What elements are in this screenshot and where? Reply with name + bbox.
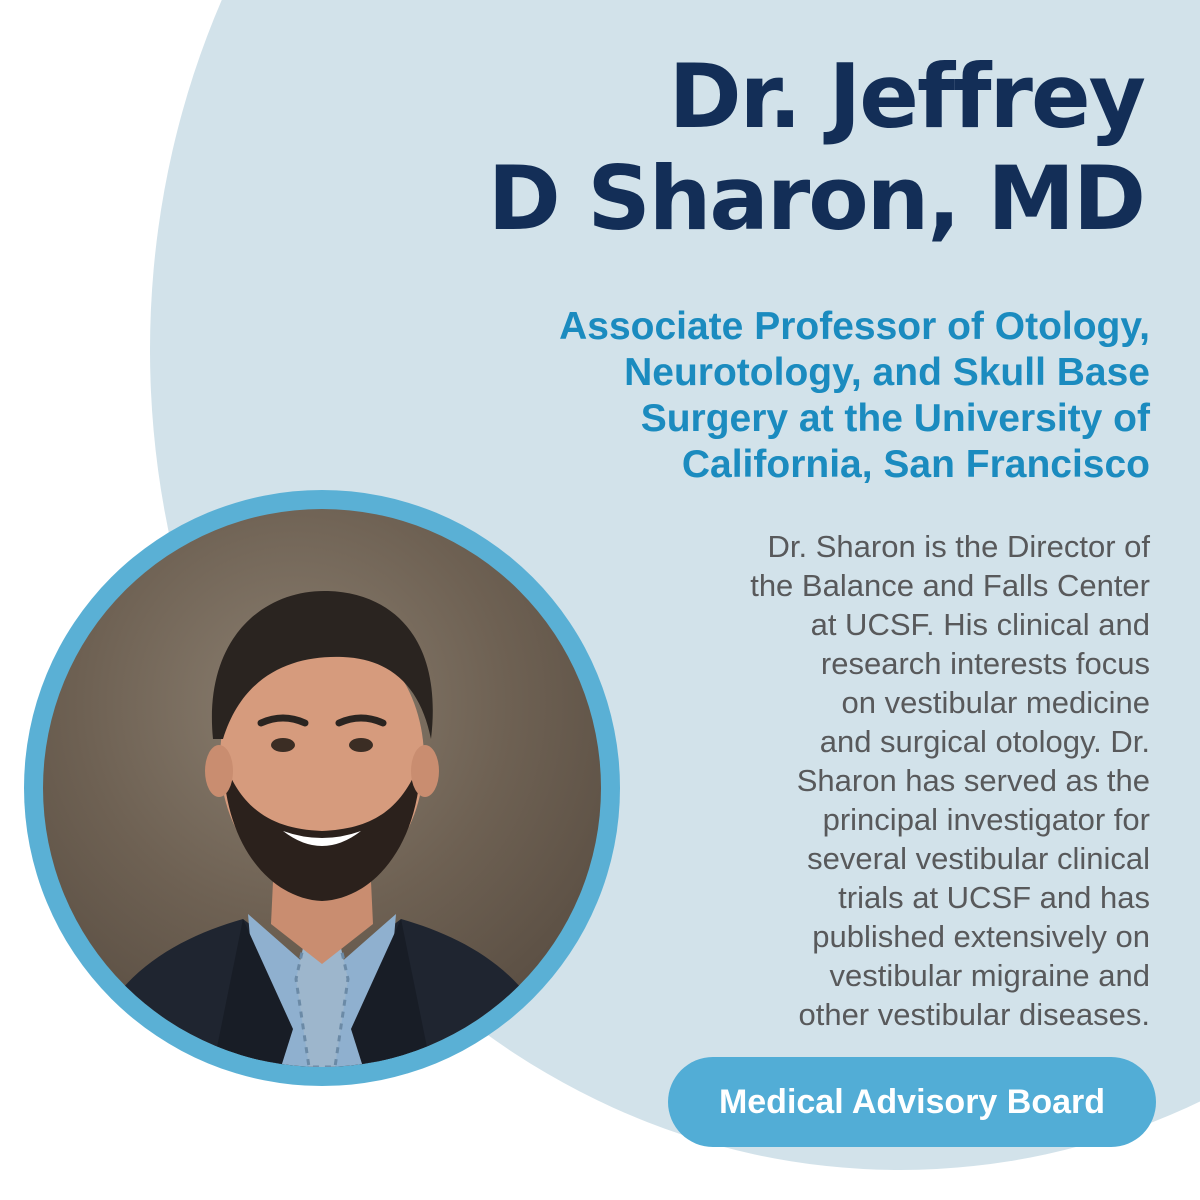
doctor-name (488, 46, 1144, 250)
bio-line: several vestibular clinical (807, 841, 1150, 876)
title-line: Surgery at the University of (640, 397, 1150, 440)
bio-line: the Balance and Falls Center (750, 568, 1150, 603)
bio-line: on vestibular medicine (841, 685, 1150, 720)
bio-line: at UCSF. His clinical and (810, 607, 1150, 642)
bio-line: other vestibular diseases. (798, 997, 1150, 1032)
bio-line: published extensively on (812, 919, 1150, 954)
name-line-1: Dr. Jeffrey (668, 45, 1144, 148)
portrait-illustration (43, 509, 601, 1067)
bio-line: Dr. Sharon is the Director of (767, 529, 1150, 564)
right-ear (411, 745, 439, 797)
bio-line: Sharon has served as the (796, 763, 1150, 798)
title-line: Neurotology, and Skull Base (624, 351, 1150, 394)
name-line-2: D Sharon, MD (487, 147, 1144, 250)
bio-line: principal investigator for (822, 802, 1150, 837)
bio-paragraph (590, 527, 1150, 1034)
title-line: California, San Francisco (681, 443, 1150, 486)
bio-line: trials at UCSF and has (838, 880, 1150, 915)
title-line: Associate Professor of Otology, (559, 305, 1150, 348)
doctor-title (390, 304, 1150, 488)
photo-ring (24, 490, 620, 1086)
bio-line: and surgical otology. Dr. (819, 724, 1150, 759)
bio-line: research interests focus (820, 646, 1150, 681)
headshot-photo (43, 509, 601, 1067)
right-eye (349, 738, 373, 752)
bio-line: vestibular migraine and (829, 958, 1150, 993)
left-eye (271, 738, 295, 752)
left-ear (205, 745, 233, 797)
medical-advisory-board-badge[interactable]: Medical Advisory Board (668, 1057, 1156, 1147)
